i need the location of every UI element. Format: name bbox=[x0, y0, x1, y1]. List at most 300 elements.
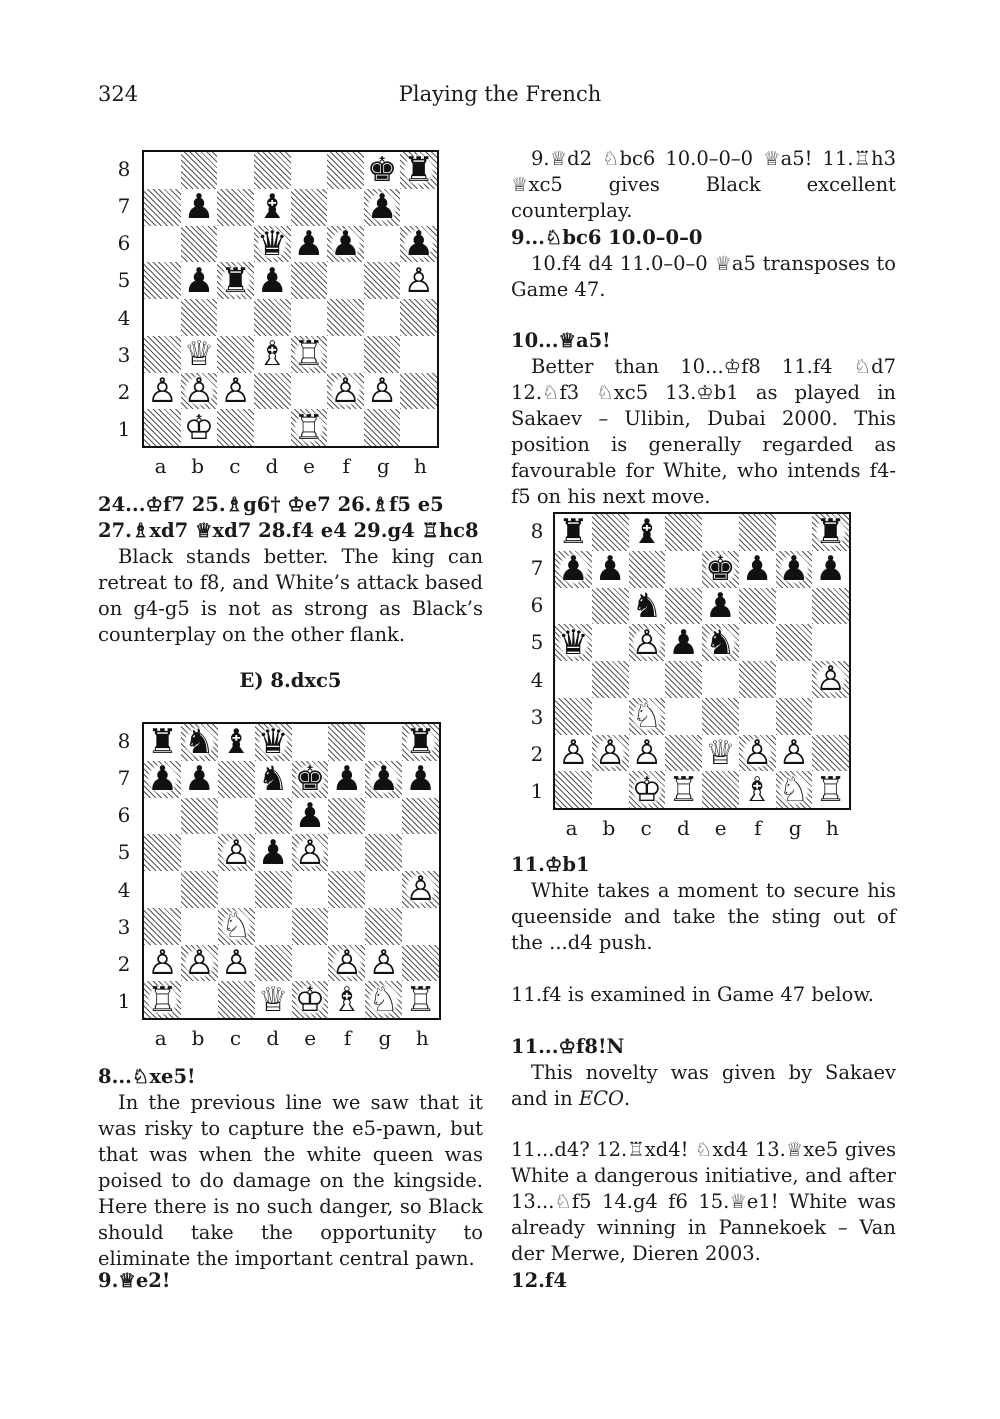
chess-piece: ♛ bbox=[256, 225, 288, 263]
chess-piece: ♟ bbox=[741, 550, 773, 588]
chess-piece: ♖ bbox=[293, 409, 325, 446]
board-square bbox=[217, 373, 254, 410]
rank-label: 2 bbox=[117, 952, 131, 977]
board-square bbox=[402, 761, 439, 798]
board-square bbox=[592, 698, 629, 735]
board-square bbox=[255, 724, 292, 761]
rank-label: 4 bbox=[117, 877, 131, 902]
chess-piece: ♟ bbox=[256, 262, 288, 299]
board-square bbox=[217, 409, 254, 446]
board-square bbox=[629, 661, 666, 698]
board-square bbox=[702, 551, 739, 588]
board-square bbox=[217, 152, 254, 189]
board-square bbox=[291, 373, 328, 410]
board-square bbox=[776, 698, 813, 735]
board-square bbox=[217, 336, 254, 373]
board-square bbox=[665, 624, 702, 661]
chess-piece: ♔ bbox=[631, 771, 663, 808]
board-square bbox=[181, 945, 218, 982]
rank-label: 5 bbox=[117, 840, 131, 865]
board-square bbox=[592, 624, 629, 661]
board-square bbox=[144, 908, 181, 945]
chess-piece: ♟ bbox=[257, 834, 289, 871]
paragraph: Black stands better. The king can retreat to f8, and White’s attack based on g4-g5 is not as strong as Black’s counterplay on the other flank. bbox=[98, 545, 483, 646]
board-square bbox=[327, 373, 364, 410]
board-square bbox=[365, 981, 402, 1018]
move-line: 8...♘xe5! bbox=[98, 1065, 196, 1088]
board-square bbox=[555, 551, 592, 588]
chess-piece: ♙ bbox=[403, 262, 434, 299]
chess-piece: ♙ bbox=[183, 372, 215, 410]
chess-piece: ♜ bbox=[815, 514, 846, 551]
board-square bbox=[365, 724, 402, 761]
chess-piece: ♟ bbox=[183, 188, 215, 226]
board-square bbox=[592, 771, 629, 808]
board-square bbox=[144, 262, 181, 299]
file-label: b bbox=[602, 816, 616, 840]
board-square bbox=[218, 798, 255, 835]
board-square bbox=[181, 981, 218, 1018]
board-square bbox=[255, 981, 292, 1018]
board-square bbox=[400, 189, 437, 226]
board-square bbox=[327, 226, 364, 263]
file-label: g bbox=[378, 1026, 392, 1050]
chess-piece: ♙ bbox=[147, 372, 178, 410]
board-square bbox=[218, 871, 255, 908]
move-line: 24...♔f7 25.♗g6† ♔e7 26.♗f5 e5 27.♗xd7 ♕xd7 28.f4 e4 29.g4 ♖hc8 bbox=[98, 493, 479, 542]
rank-label: 2 bbox=[530, 742, 544, 767]
rank-label: 5 bbox=[117, 268, 131, 293]
chess-piece: ♚ bbox=[366, 152, 398, 189]
rank-label: 1 bbox=[117, 417, 131, 442]
board-square bbox=[400, 262, 437, 299]
chess-piece: ♟ bbox=[815, 550, 846, 588]
rank-label: 6 bbox=[117, 231, 131, 256]
board-square bbox=[181, 871, 218, 908]
board-square bbox=[555, 735, 592, 772]
paragraph: White takes a moment to secure his queenside and take the sting out of the ...d4 push. bbox=[511, 879, 896, 954]
board-square bbox=[328, 798, 365, 835]
board-square bbox=[364, 226, 401, 263]
board-square bbox=[402, 724, 439, 761]
file-label: d bbox=[266, 1026, 280, 1050]
chess-piece: ♟ bbox=[668, 624, 699, 661]
chess-piece: ♛ bbox=[558, 624, 589, 661]
board-square bbox=[144, 945, 181, 982]
board-square bbox=[629, 588, 666, 625]
board-square bbox=[292, 908, 329, 945]
board-square bbox=[181, 373, 218, 410]
board-square bbox=[292, 761, 329, 798]
board-square bbox=[592, 514, 629, 551]
board-square bbox=[400, 226, 437, 263]
board-square bbox=[144, 724, 181, 761]
chess-piece: ♖ bbox=[405, 981, 436, 1018]
paragraph: Better than 10...♔f8 11.f4 ♘d7 12.♘f3 ♘xc5 13.♔b1 as played in Sakaev – Ulibin, Dubai 2000. This position is generally regarded as favourable for White, who intends f4-f5 on his next move. bbox=[511, 355, 896, 508]
board-square bbox=[702, 661, 739, 698]
board-square bbox=[629, 514, 666, 551]
chess-piece: ♙ bbox=[366, 372, 398, 410]
chess-piece: ♗ bbox=[741, 771, 773, 808]
board-square bbox=[776, 771, 813, 808]
file-labels bbox=[142, 1026, 441, 1050]
board-square bbox=[702, 514, 739, 551]
board-square bbox=[327, 262, 364, 299]
board-square bbox=[254, 152, 291, 189]
chess-piece: ♟ bbox=[403, 225, 434, 263]
board-square bbox=[776, 661, 813, 698]
board-square bbox=[812, 624, 849, 661]
chess-piece: ♙ bbox=[815, 661, 846, 698]
board-square bbox=[776, 514, 813, 551]
board-square bbox=[702, 771, 739, 808]
board-square bbox=[144, 409, 181, 446]
move-line: 12.f4 bbox=[511, 1269, 567, 1292]
board-square bbox=[629, 551, 666, 588]
board-square bbox=[400, 152, 437, 189]
board-square bbox=[144, 189, 181, 226]
board-square bbox=[702, 735, 739, 772]
chess-piece: ♟ bbox=[368, 760, 399, 798]
board-square bbox=[328, 908, 365, 945]
paragraph: 9.♕d2 ♘bc6 10.0–0–0 ♕a5! 11.♖h3 ♕xc5 gives Black excellent counterplay. bbox=[511, 147, 896, 222]
board-square bbox=[144, 152, 181, 189]
board-square bbox=[629, 624, 666, 661]
board-square bbox=[291, 299, 328, 336]
board-square bbox=[327, 336, 364, 373]
board-square bbox=[181, 724, 218, 761]
board-square bbox=[181, 834, 218, 871]
board-square bbox=[144, 373, 181, 410]
chess-piece: ♟ bbox=[183, 262, 215, 299]
chess-piece: ♙ bbox=[631, 734, 663, 772]
chess-piece: ♙ bbox=[631, 624, 663, 661]
board-square bbox=[365, 798, 402, 835]
board-square bbox=[364, 373, 401, 410]
chess-piece: ♙ bbox=[405, 871, 436, 908]
board-square bbox=[702, 698, 739, 735]
board-square bbox=[665, 661, 702, 698]
board-square bbox=[365, 871, 402, 908]
chess-piece: ♟ bbox=[184, 760, 215, 798]
board-square bbox=[292, 834, 329, 871]
file-labels bbox=[553, 816, 851, 840]
board-square bbox=[255, 945, 292, 982]
board-square bbox=[776, 624, 813, 661]
board-square bbox=[144, 336, 181, 373]
board-square bbox=[254, 189, 291, 226]
board-square bbox=[739, 551, 776, 588]
chess-piece: ♘ bbox=[631, 697, 663, 735]
board-square bbox=[400, 373, 437, 410]
board-square bbox=[402, 945, 439, 982]
board-square bbox=[218, 908, 255, 945]
board-square bbox=[555, 588, 592, 625]
board-square bbox=[181, 798, 218, 835]
board-square bbox=[255, 834, 292, 871]
rank-label: 8 bbox=[530, 518, 544, 543]
chess-piece: ♝ bbox=[220, 724, 252, 761]
board-square bbox=[218, 761, 255, 798]
board-square bbox=[181, 299, 218, 336]
chess-piece: ♜ bbox=[405, 724, 436, 761]
board-square bbox=[555, 771, 592, 808]
board-square bbox=[665, 588, 702, 625]
board-square bbox=[181, 262, 218, 299]
text-span: . bbox=[624, 1087, 631, 1110]
board-square bbox=[254, 226, 291, 263]
page-number: 324 bbox=[98, 82, 139, 106]
board-square bbox=[739, 514, 776, 551]
board-square bbox=[181, 189, 218, 226]
rank-label: 3 bbox=[530, 704, 544, 729]
board-square bbox=[254, 409, 291, 446]
board-square bbox=[327, 299, 364, 336]
board-square bbox=[739, 661, 776, 698]
file-label: a bbox=[154, 1026, 167, 1050]
eco-title: ECO bbox=[578, 1087, 625, 1110]
chess-piece: ♙ bbox=[330, 372, 361, 410]
chess-piece: ♙ bbox=[220, 372, 251, 410]
chess-piece: ♙ bbox=[558, 734, 589, 772]
chess-piece: ♟ bbox=[405, 760, 436, 798]
board-square bbox=[665, 551, 702, 588]
paragraph: In the previous line we saw that it was risky to capture the e5-pawn, but that was when the white queen was poised to do damage on the kingside. Here there is no such danger, so Black should take the opportunity to eliminate the important central pawn. bbox=[98, 1091, 483, 1270]
move-line: 11...♔f8!N bbox=[511, 1035, 625, 1058]
file-label: e bbox=[304, 1026, 317, 1050]
file-label: b bbox=[191, 1026, 205, 1050]
board-square bbox=[181, 761, 218, 798]
board-square bbox=[254, 336, 291, 373]
board-square bbox=[328, 761, 365, 798]
chess-piece: ♞ bbox=[184, 724, 215, 761]
board-square bbox=[292, 798, 329, 835]
board-square bbox=[592, 735, 629, 772]
board-square bbox=[291, 226, 328, 263]
file-label: h bbox=[413, 454, 427, 478]
chess-piece: ♔ bbox=[294, 981, 326, 1018]
chess-piece: ♚ bbox=[705, 550, 736, 588]
chess-board bbox=[142, 150, 439, 448]
board-square bbox=[218, 981, 255, 1018]
chess-piece: ♟ bbox=[594, 550, 626, 588]
file-label: a bbox=[565, 816, 578, 840]
board-square bbox=[402, 871, 439, 908]
board-square bbox=[402, 981, 439, 1018]
chess-piece: ♟ bbox=[778, 550, 810, 588]
board-square bbox=[555, 514, 592, 551]
file-label: h bbox=[415, 1026, 429, 1050]
board-square bbox=[364, 262, 401, 299]
chess-piece: ♙ bbox=[778, 734, 810, 772]
board-square bbox=[665, 698, 702, 735]
chess-piece: ♗ bbox=[331, 981, 363, 1018]
chess-piece: ♖ bbox=[815, 771, 846, 808]
board-square bbox=[217, 189, 254, 226]
board-square bbox=[364, 336, 401, 373]
board-square bbox=[254, 262, 291, 299]
board-square bbox=[555, 624, 592, 661]
chess-piece: ♙ bbox=[741, 734, 773, 772]
file-label: c bbox=[640, 816, 652, 840]
board-square bbox=[629, 698, 666, 735]
board-square bbox=[592, 551, 629, 588]
board-square bbox=[291, 152, 328, 189]
board-square bbox=[702, 588, 739, 625]
chess-piece: ♕ bbox=[257, 981, 289, 1018]
chess-piece: ♚ bbox=[294, 760, 326, 798]
board-square bbox=[739, 735, 776, 772]
chess-piece: ♟ bbox=[366, 188, 398, 226]
chess-board bbox=[142, 722, 441, 1020]
board-square bbox=[402, 798, 439, 835]
board-square bbox=[776, 735, 813, 772]
paragraph: 11...d4? 12.♖xd4! ♘xd4 13.♕xe5 gives White a dangerous initiative, and after 13...♘f5 14.g4 f6 15.♕e1! White was already winning in Pannekoek – Van der Merwe, Dieren 2003. bbox=[511, 1138, 896, 1265]
chess-piece: ♝ bbox=[631, 514, 663, 551]
board-square bbox=[812, 735, 849, 772]
chess-piece: ♙ bbox=[184, 944, 215, 982]
board-square bbox=[144, 798, 181, 835]
board-square bbox=[402, 908, 439, 945]
rank-label: 3 bbox=[117, 342, 131, 367]
chess-piece: ♙ bbox=[294, 834, 326, 871]
chess-piece: ♖ bbox=[147, 981, 178, 1018]
file-label: f bbox=[754, 816, 762, 840]
board-square bbox=[739, 698, 776, 735]
board-square bbox=[328, 834, 365, 871]
board-square bbox=[144, 761, 181, 798]
board-square bbox=[217, 226, 254, 263]
board-square bbox=[328, 724, 365, 761]
board-square bbox=[702, 624, 739, 661]
rank-label: 4 bbox=[530, 667, 544, 692]
chess-piece: ♟ bbox=[294, 797, 326, 835]
file-label: h bbox=[825, 816, 839, 840]
chess-piece: ♞ bbox=[705, 624, 736, 661]
chess-piece: ♜ bbox=[403, 152, 434, 189]
board-square bbox=[592, 661, 629, 698]
rank-label: 8 bbox=[117, 728, 131, 753]
board-square bbox=[665, 735, 702, 772]
chess-piece: ♗ bbox=[256, 335, 288, 373]
board-square bbox=[218, 724, 255, 761]
board-square bbox=[665, 771, 702, 808]
board-square bbox=[217, 299, 254, 336]
board-square bbox=[254, 299, 291, 336]
board-square bbox=[364, 299, 401, 336]
board-square bbox=[328, 945, 365, 982]
chess-piece: ♖ bbox=[293, 335, 325, 373]
chess-piece: ♟ bbox=[558, 550, 589, 588]
board-square bbox=[364, 409, 401, 446]
chess-piece: ♛ bbox=[257, 724, 289, 761]
board-square bbox=[291, 409, 328, 446]
file-labels bbox=[142, 454, 439, 478]
board-square bbox=[327, 152, 364, 189]
board-square bbox=[218, 834, 255, 871]
rank-label: 4 bbox=[117, 305, 131, 330]
board-square bbox=[776, 551, 813, 588]
file-label: f bbox=[343, 1026, 352, 1050]
board-square bbox=[291, 336, 328, 373]
board-square bbox=[812, 551, 849, 588]
board-square bbox=[144, 834, 181, 871]
board-square bbox=[292, 724, 329, 761]
board-square bbox=[328, 981, 365, 1018]
board-square bbox=[328, 871, 365, 908]
file-label: e bbox=[303, 454, 315, 478]
running-head: Playing the French bbox=[398, 82, 602, 106]
board-square bbox=[144, 226, 181, 263]
rank-label: 7 bbox=[530, 555, 544, 580]
file-label: d bbox=[676, 816, 690, 840]
chess-piece: ♙ bbox=[331, 944, 363, 982]
paragraph: 10.f4 d4 11.0–0–0 ♕a5 transposes to Game 47. bbox=[511, 252, 896, 301]
chess-piece: ♜ bbox=[147, 724, 178, 761]
board-square bbox=[364, 152, 401, 189]
chess-piece: ♕ bbox=[705, 734, 736, 772]
board-square bbox=[181, 336, 218, 373]
text-span: This novelty was given by Sakaev and in bbox=[511, 1061, 896, 1110]
chess-piece: ♙ bbox=[147, 944, 178, 982]
chess-piece: ♟ bbox=[147, 760, 178, 798]
board-square bbox=[144, 871, 181, 908]
board-square bbox=[812, 698, 849, 735]
board-square bbox=[292, 945, 329, 982]
paragraph: 11.f4 is examined in Game 47 below. bbox=[511, 983, 874, 1006]
move-line: 10...♕a5! bbox=[511, 329, 611, 352]
board-square bbox=[400, 299, 437, 336]
chess-piece: ♞ bbox=[631, 587, 663, 625]
chess-piece: ♔ bbox=[183, 409, 215, 446]
rank-label: 3 bbox=[117, 914, 131, 939]
chess-piece: ♖ bbox=[668, 771, 699, 808]
file-label: a bbox=[154, 454, 167, 478]
rank-label: 1 bbox=[117, 989, 131, 1014]
board-square bbox=[812, 588, 849, 625]
move-line: 11.♔b1 bbox=[511, 853, 590, 876]
board-square bbox=[181, 908, 218, 945]
chess-piece: ♘ bbox=[220, 907, 252, 945]
board-square bbox=[364, 189, 401, 226]
board-square bbox=[327, 189, 364, 226]
board-square bbox=[555, 698, 592, 735]
chess-piece: ♙ bbox=[220, 944, 252, 982]
board-square bbox=[812, 661, 849, 698]
move-line: 9.♕e2! bbox=[98, 1269, 171, 1292]
board-square bbox=[400, 336, 437, 373]
chess-piece: ♘ bbox=[778, 771, 810, 808]
board-square bbox=[555, 661, 592, 698]
board-square bbox=[181, 409, 218, 446]
chess-piece: ♜ bbox=[220, 262, 251, 299]
board-square bbox=[665, 514, 702, 551]
board-square bbox=[592, 588, 629, 625]
board-square bbox=[365, 945, 402, 982]
rank-label: 1 bbox=[530, 779, 544, 804]
board-square bbox=[629, 771, 666, 808]
chess-piece: ♟ bbox=[330, 225, 361, 263]
board-square bbox=[144, 299, 181, 336]
chess-piece: ♕ bbox=[183, 335, 215, 373]
board-square bbox=[812, 771, 849, 808]
board-square bbox=[739, 624, 776, 661]
chess-piece: ♘ bbox=[368, 981, 399, 1018]
chess-piece: ♟ bbox=[705, 587, 736, 625]
board-square bbox=[255, 908, 292, 945]
chess-piece: ♝ bbox=[256, 188, 288, 226]
board-square bbox=[218, 945, 255, 982]
